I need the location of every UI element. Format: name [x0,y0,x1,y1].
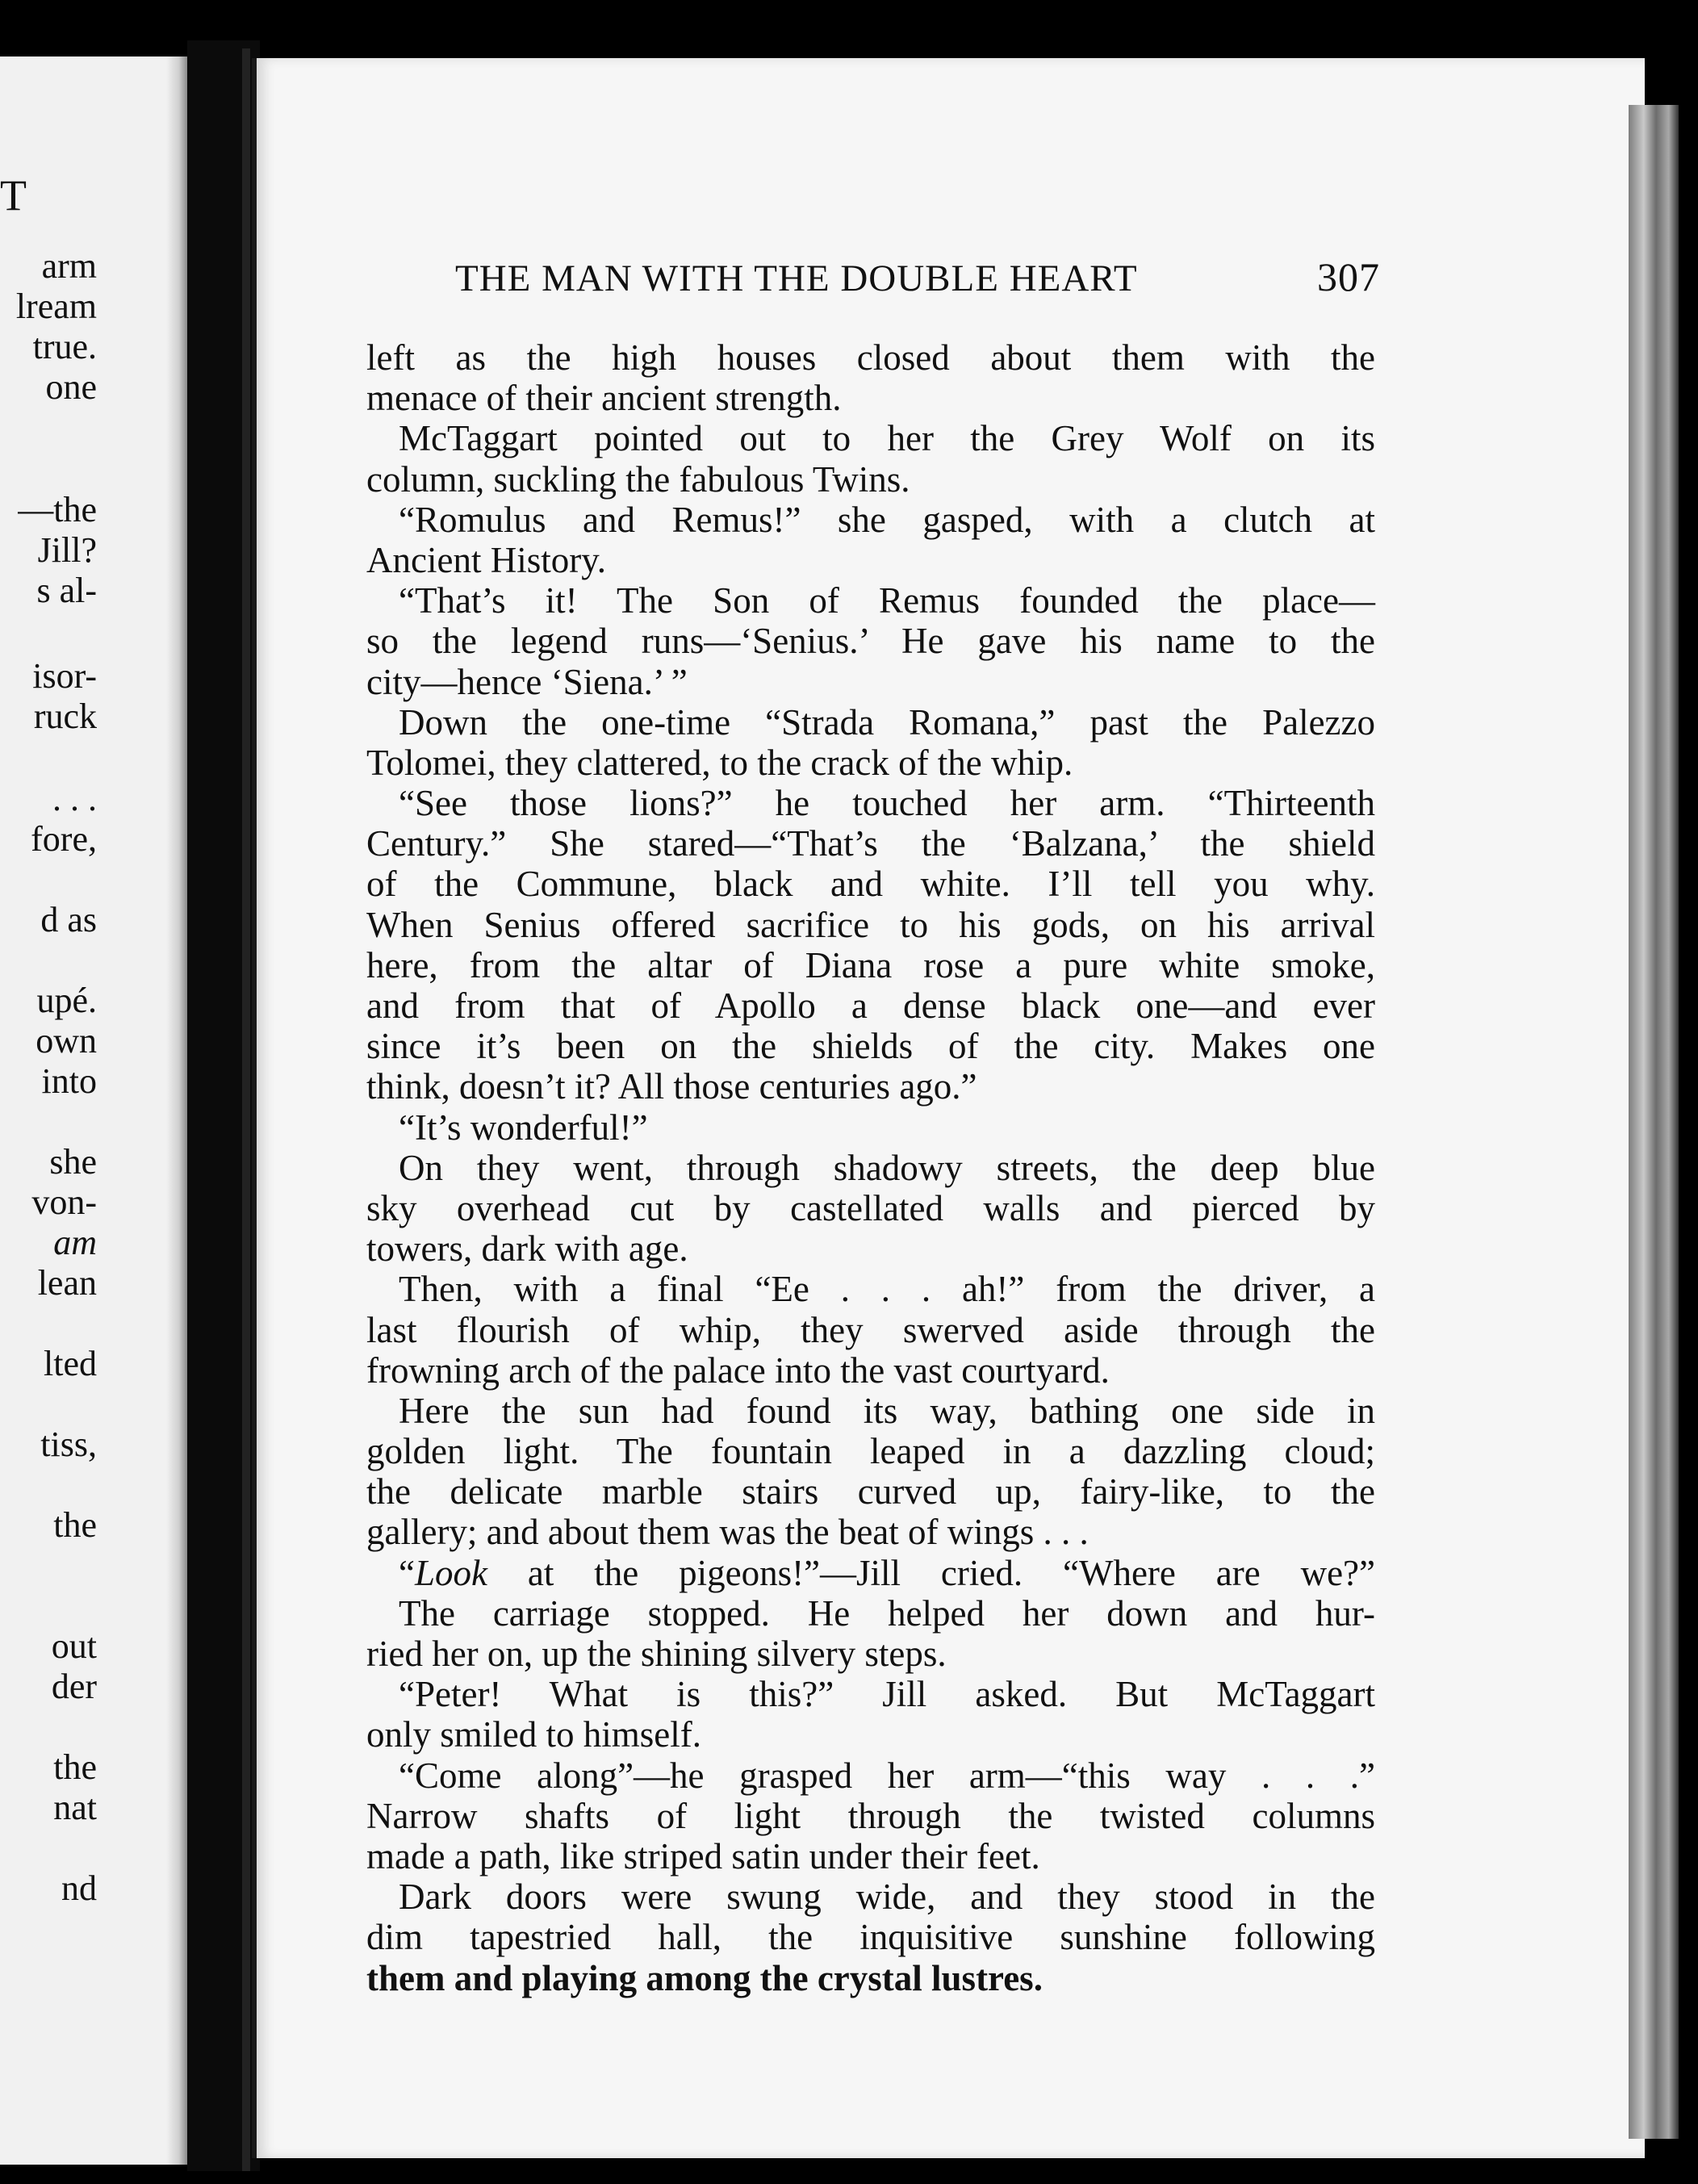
text-line: “Romulus and Remus!” she gasped, with a clutch at [399,499,1375,540]
text-line: only smiled to himself. [366,1714,701,1755]
text-line: golden light. The fountain leaped in a dazzling cloud; [366,1431,1375,1472]
text-line: them and playing among the crystal lustres. [366,1957,1043,1998]
previous-page-line-fragment: tiss, [40,1425,97,1464]
text-line: think, doesn’t it? All those centuries ago.” [366,1066,977,1107]
text-line: “It’s wonderful!” [399,1107,648,1148]
previous-page-line-fragment: . . . [52,779,97,818]
text-line: “Look at the pigeons!”—Jill cried. “Where are we?” [399,1552,1375,1593]
text-line: last flourish of whip, they swerved aside through the [366,1309,1375,1350]
previous-page-line-fragment: am [53,1223,97,1262]
previous-page-line-fragment: lean [37,1263,97,1303]
previous-page-line-fragment: isor- [32,656,97,696]
text-line: “That’s it! The Son of Remus founded the place— [399,580,1375,621]
text-line: of the Commune, black and white. I’ll tell you why. [366,864,1375,905]
page-body-text [366,337,1375,1998]
text-line: so the legend runs—‘Senius.’ He gave his name to the [366,621,1375,662]
text-line: gallery; and about them was the beat of wings . . . [366,1512,1089,1553]
text-line: column, suckling the fabulous Twins. [366,458,910,500]
previous-page-line-fragment: the [53,1505,97,1545]
previous-page-line-fragment: lted [44,1344,97,1383]
previous-page-line-fragment: arm [41,246,97,286]
text-line: and from that of Apollo a dense black one—and ever [366,985,1375,1026]
previous-page-line-fragment: d as [40,900,97,939]
running-title: THE MAN WITH THE DOUBLE HEART [455,257,1138,299]
previous-page-line-fragment: she [49,1142,97,1182]
text-line: made a path, like striped satin under their feet. [366,1835,1040,1876]
previous-page-line-fragment: fore, [31,819,97,859]
text-line: When Senius offered sacrifice to his gods, on his arrival [366,904,1375,945]
page-number: 307 [1317,254,1380,299]
text-line: city—hence ‘Siena.’ ” [366,661,688,702]
text-line: menace of their ancient strength. [366,378,842,419]
previous-page-line-fragment: one [45,367,97,407]
previous-page-line-fragment: nd [61,1868,97,1908]
previous-page-line-fragment: Jill? [37,530,97,570]
text-line: Ancient History. [366,539,607,580]
previous-page-line-fragment: true. [32,327,97,366]
text-line: The carriage stopped. He helped her down and hur- [399,1592,1375,1634]
text-line: sky overhead cut by castellated walls and pierced by [366,1187,1375,1228]
previous-page-line-fragment: own [36,1021,97,1061]
text-line: McTaggart pointed out to her the Grey Wolf on its [399,418,1375,459]
text-line: ried her on, up the shining silvery steps. [366,1634,947,1674]
text-line: here, from the altar of Diana rose a pure white smoke, [366,944,1375,985]
text-line: “Peter! What is this?” Jill asked. But McTaggart [399,1674,1375,1715]
previous-page [0,56,187,2165]
text-line: On they went, through shadowy streets, the deep blue [399,1147,1375,1188]
text-line: frowning arch of the palace into the vast courtyard. [366,1349,1110,1391]
book-binding [187,40,260,2171]
binding-edge [242,48,250,2171]
text-line: Tolomei, they clattered, to the crack of the whip. [366,742,1073,783]
previous-page-line-fragment: s al- [36,571,97,610]
text-line: Down the one-time “Strada Romana,” past the Palezzo [399,701,1375,743]
text-line: Century.” She stared—“That’s the ‘Balzana,’ the shield [366,823,1375,864]
text-line: dim tapestried hall, the inquisitive sunshine following [366,1917,1375,1958]
page-gutter [166,56,187,2165]
previous-page-line-fragment: nat [53,1788,97,1827]
previous-page-heading: T [0,171,27,220]
previous-page-line-fragment: lream [15,287,97,326]
running-header [455,253,1380,300]
text-line: “Come along”—he grasped her arm—“this way . . .” [399,1755,1375,1796]
text-line: the delicate marble stairs curved up, fairy-like, to the [366,1471,1375,1512]
text-line: left as the high houses closed about them with the [366,337,1375,378]
previous-page-line-fragment: von- [31,1182,97,1222]
text-line: Here the sun had found its way, bathing one side in [399,1390,1375,1431]
previous-page-line-fragment: —the [18,490,97,529]
text-line: since it’s been on the shields of the city. Makes one [366,1026,1375,1067]
previous-page-line-fragment: upé. [36,981,97,1020]
text-line: Narrow shafts of light through the twisted columns [366,1795,1375,1836]
text-line: towers, dark with age. [366,1228,688,1270]
previous-page-line-fragment: into [41,1061,97,1101]
text-line: “See those lions?” he touched her arm. “Thirteenth [399,783,1375,824]
previous-page-line-fragment: ruck [33,697,97,736]
text-line: Then, with a final “Ee . . . ah!” from the driver, a [399,1269,1375,1310]
page-edges [1629,105,1679,2139]
previous-page-line-fragment: out [51,1626,97,1666]
previous-page-line-fragment: the [53,1747,97,1787]
text-line: Dark doors were swung wide, and they stood in the [399,1876,1375,1918]
previous-page-line-fragment: der [51,1667,97,1706]
